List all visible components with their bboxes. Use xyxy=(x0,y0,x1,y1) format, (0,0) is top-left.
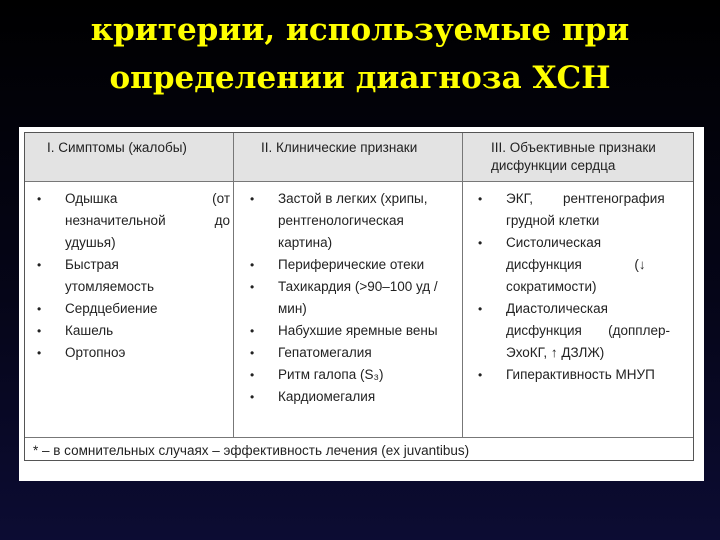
list-item xyxy=(466,364,691,386)
list-item xyxy=(25,210,230,232)
bullet-icon: • xyxy=(478,192,483,206)
list-item xyxy=(466,342,691,364)
list-item xyxy=(238,298,460,320)
list-item-text: Гиперактивность МНУП xyxy=(506,367,655,382)
list-item-text: ЭКГ, рентгенография xyxy=(506,191,665,206)
list-item-text: утомляемость xyxy=(65,279,155,294)
list-item-text: Кардиомегалия xyxy=(278,389,376,404)
list-item-text: незначительной xyxy=(65,213,166,228)
list-item-text: Тахикардия (>90–100 уд / xyxy=(278,279,438,294)
bullet-icon: • xyxy=(250,390,255,404)
column-divider-1 xyxy=(233,133,234,437)
list-item xyxy=(238,386,460,408)
list-item-text-tail: (от xyxy=(212,191,230,206)
list-item-text: рентгенологическая xyxy=(278,213,404,228)
criteria-table xyxy=(19,127,704,481)
list-item-text: мин) xyxy=(278,301,307,316)
list-item-text-tail: до xyxy=(214,213,230,228)
list-item-text: Гепатомегалия xyxy=(278,345,372,360)
list-item-text: дисфункция (допплер- xyxy=(506,323,670,338)
title-line-2: определении диагноза ХСН xyxy=(109,60,611,96)
bullet-icon: • xyxy=(478,236,483,250)
list-item-text: Ритм галопа (S₃) xyxy=(278,367,384,382)
list-item-text: Периферические отеки xyxy=(278,257,425,272)
list-item xyxy=(238,364,460,386)
list-item xyxy=(25,232,230,254)
list-item-text: сократимости) xyxy=(506,279,597,294)
list-item xyxy=(238,320,460,342)
bullet-icon: • xyxy=(37,258,42,272)
list-item-text: картина) xyxy=(278,235,333,250)
list-item xyxy=(25,298,230,320)
list-item xyxy=(238,232,460,254)
list-item-text: Сердцебиение xyxy=(65,301,158,316)
list-item xyxy=(238,276,460,298)
header-objective-signs: III. Объективные признаки дисфункции сердца xyxy=(491,140,656,173)
bullet-icon: • xyxy=(37,346,42,360)
bullet-icon: • xyxy=(250,368,255,382)
list-item xyxy=(25,342,230,364)
list-item-text: Кашель xyxy=(65,323,114,338)
list-item-text: ЭхоКГ, ↑ ДЗЛЖ) xyxy=(506,345,605,360)
list-item-text: Быстрая xyxy=(65,257,119,272)
list-item-text: грудной клетки xyxy=(506,213,600,228)
list-item xyxy=(466,210,691,232)
bullet-icon: • xyxy=(37,324,42,338)
symptoms-list xyxy=(25,188,230,364)
bullet-icon: • xyxy=(250,280,255,294)
bullet-icon: • xyxy=(250,192,255,206)
list-item-text: удушья) xyxy=(65,235,116,250)
list-item-text: дисфункция (↓ xyxy=(506,257,646,272)
objective-signs-list xyxy=(466,188,691,386)
column-divider-2 xyxy=(462,133,463,437)
list-item xyxy=(466,298,691,320)
list-item xyxy=(25,320,230,342)
list-item xyxy=(25,254,230,276)
list-item xyxy=(466,276,691,298)
bullet-icon: • xyxy=(250,324,255,338)
list-item xyxy=(238,254,460,276)
bullet-icon: • xyxy=(37,302,42,316)
list-item xyxy=(238,210,460,232)
bullet-icon: • xyxy=(250,346,255,360)
list-item-text: Застой в легких (хрипы, xyxy=(278,191,428,206)
slide-title xyxy=(0,6,720,102)
list-item-text: Систолическая xyxy=(506,235,602,250)
list-item xyxy=(25,188,230,210)
list-item-text: Набухшие яремные вены xyxy=(278,323,438,338)
bullet-icon: • xyxy=(37,192,42,206)
title-line-1: критерии, используемые при xyxy=(90,12,630,48)
list-item-text: Одышка xyxy=(65,191,118,206)
bullet-icon: • xyxy=(478,368,483,382)
header-symptoms: I. Симптомы (жалобы) xyxy=(47,140,187,155)
list-item xyxy=(466,320,691,342)
bullet-icon: • xyxy=(478,302,483,316)
header-clinical-signs: II. Клинические признаки xyxy=(261,140,418,155)
clinical-signs-list xyxy=(238,188,460,408)
footnote-divider xyxy=(25,437,693,438)
list-item xyxy=(238,188,460,210)
list-item xyxy=(466,188,691,210)
table-frame xyxy=(24,132,694,461)
list-item xyxy=(238,342,460,364)
list-item xyxy=(25,276,230,298)
list-item xyxy=(466,254,691,276)
footnote: * – в сомнительных случаях – эффективность лечения (ex juvantibus) xyxy=(33,443,470,458)
bullet-icon: • xyxy=(250,258,255,272)
list-item xyxy=(466,232,691,254)
list-item-text: Ортопноэ xyxy=(65,345,126,360)
list-item-text: Диастолическая xyxy=(506,301,608,316)
